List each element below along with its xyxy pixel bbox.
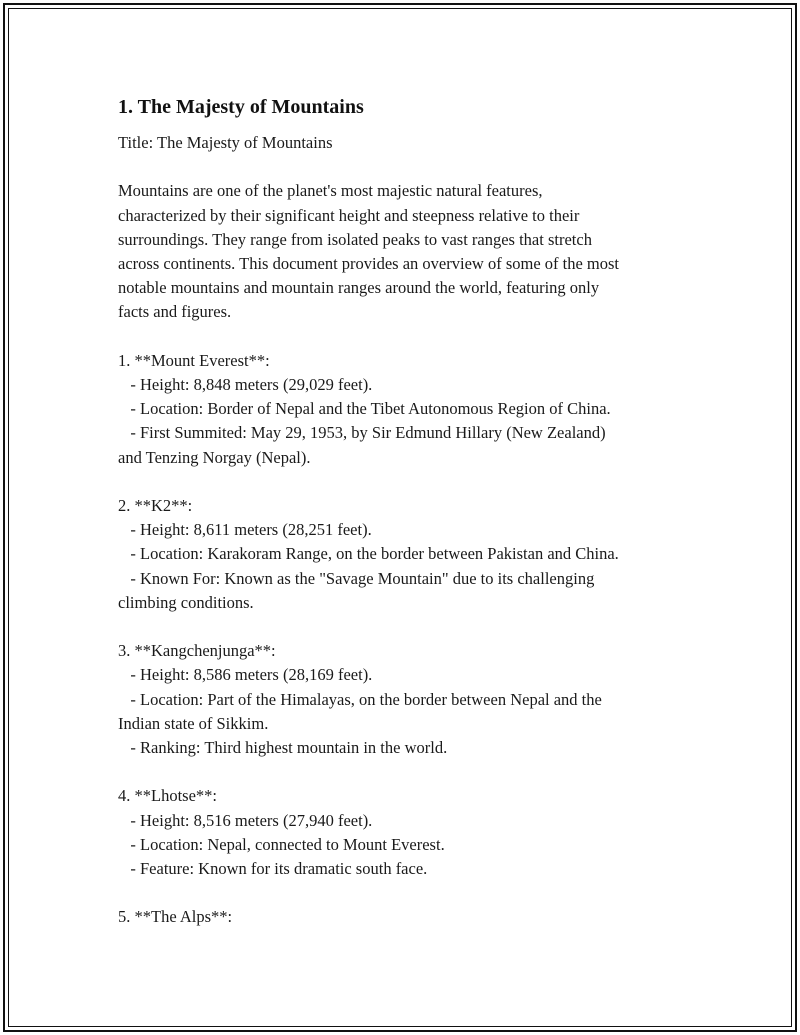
text-line: - Height: 8,848 meters (29,029 feet). (118, 375, 373, 394)
text-line: surroundings. They range from isolated peaks to vast ranges that stretch (118, 229, 592, 249)
text-line: - Height: 8,586 meters (28,169 feet). (118, 665, 373, 685)
section-heading: 1. The Majesty of Mountains (118, 96, 364, 118)
text-line: characterized by their significant height and steepness relative to their (118, 205, 580, 225)
text-line: - Ranking: Third highest mountain in the world. (118, 738, 448, 758)
document-body (118, 94, 708, 930)
text-line: 2. **K2**: (118, 496, 193, 515)
text-line: climbing conditions. (118, 592, 254, 612)
text-line: - Known For: Known as the "Savage Mountain" due to its challenging (118, 568, 595, 588)
text-line: - First Summited: May 29, 1953, by Sir Edmund Hillary (New Zealand) (118, 423, 606, 443)
text-line: - Height: 8,611 meters (28,251 feet). (118, 520, 372, 540)
blank-line (118, 615, 708, 639)
text-line: - Location: Part of the Himalayas, on the border between Nepal and the (118, 689, 602, 709)
blank-line (118, 155, 708, 179)
text-line: Mountains are one of the planet's most majestic natural features, (118, 181, 543, 201)
text-line: 5. **The Alps**: (118, 907, 233, 927)
document-text (118, 131, 708, 930)
text-line: 1. **Mount Everest**: (118, 350, 270, 370)
text-line: 3. **Kangchenjunga**: (118, 641, 276, 661)
text-line: - Feature: Known for its dramatic south face. (118, 859, 428, 879)
text-line: facts and figures. (118, 302, 232, 322)
text-line: across continents. This document provides an overview of some of the most (118, 254, 620, 273)
blank-line (118, 470, 708, 494)
text-line: - Location: Karakoram Range, on the border between Pakistan and China. (118, 544, 619, 564)
text-line: and Tenzing Norgay (Nepal). (118, 447, 311, 467)
blank-line (118, 881, 708, 905)
blank-line (118, 325, 708, 349)
text-line: - Location: Nepal, connected to Mount Everest. (118, 834, 445, 854)
text-line: - Height: 8,516 meters (27,940 feet). (118, 810, 373, 830)
blank-line (118, 760, 708, 784)
text-line: - Location: Border of Nepal and the Tibet Autonomous Region of China. (118, 399, 611, 419)
text-line: Indian state of Sikkim. (118, 713, 269, 733)
text-line: Title: The Majesty of Mountains (118, 133, 333, 152)
text-line: notable mountains and mountain ranges around the world, featuring only (118, 278, 600, 298)
text-line: 4. **Lhotse**: (118, 786, 217, 806)
